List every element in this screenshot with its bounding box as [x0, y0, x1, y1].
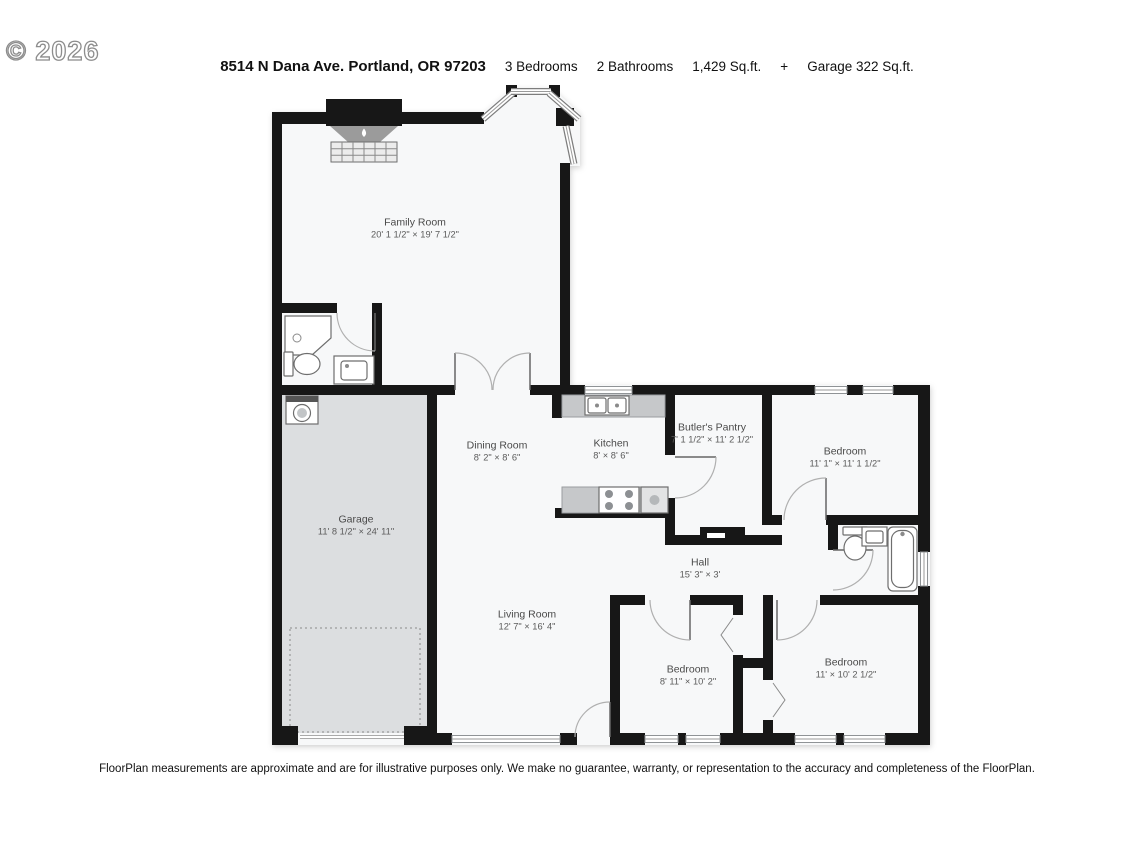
room-label-garage: Garage 11' 8 1/2" × 24' 11": [317, 513, 395, 537]
bedroom-tr-window-2: [863, 387, 893, 394]
bedroom-br-window-2: [844, 736, 885, 743]
room-label-kitchen: Kitchen 8' × 8' 6": [593, 437, 629, 461]
vanity-sink-icon: [334, 356, 374, 384]
stat-plus-sign: +: [780, 59, 789, 74]
room-label-family-room: Family Room 20' 1 1/2" × 19' 7 1/2": [371, 216, 459, 240]
bathtub-icon: [888, 527, 917, 591]
bedroom-bl-window-1: [645, 736, 678, 743]
stat-garage-sqft: Garage 322 Sq.ft.: [807, 59, 914, 74]
sink-icon: [862, 527, 887, 546]
room-label-dining-room: Dining Room 8' 2" × 8' 6": [466, 439, 528, 463]
room-label-bedroom-bottom-left: Bedroom 8' 11" × 10' 2": [659, 663, 717, 687]
kitchen-window: [585, 387, 632, 394]
bedroom-tr-window-1: [815, 387, 847, 394]
kitchen-sink-icon: [585, 396, 629, 415]
stove-icon: [599, 487, 639, 513]
stat-bedrooms: 3 Bedrooms: [504, 59, 578, 74]
washer-icon: [286, 396, 318, 424]
fireplace-icon: [326, 99, 402, 126]
right-wall-window: [921, 552, 928, 586]
stat-sqft: 1,429 Sq.ft.: [692, 59, 762, 74]
listing-address: 8514 N Dana Ave. Portland, OR 97203: [220, 58, 486, 75]
bedroom-br-window-1: [795, 736, 836, 743]
bedroom-bl-window-2: [686, 736, 720, 743]
living-room-window: [452, 736, 560, 743]
toilet-icon: [284, 352, 320, 376]
room-label-hall: Hall 15' 3" × 3': [679, 556, 721, 580]
dishwasher-icon: [641, 487, 668, 513]
stat-bathrooms: 2 Bathrooms: [596, 59, 674, 74]
copyright-watermark: © 2026: [6, 36, 100, 66]
fireplace-hearth: [330, 126, 398, 162]
room-label-bedroom-bottom-right: Bedroom 11' × 10' 2 1/2": [815, 656, 877, 680]
room-label-living-room: Living Room 12' 7" × 16' 4": [497, 608, 557, 632]
garage-floor: [282, 395, 427, 733]
disclaimer-text: FloorPlan measurements are approximate and are for illustrative purposes only. We make no guarantee, warranty, or representation to the accuracy and completeness of the FloorPlan.: [99, 763, 1035, 775]
room-label-butlers-pantry: Butler's Pantry 7' 1 1/2" × 11' 2 1/2": [670, 421, 754, 445]
room-label-bedroom-top-right: Bedroom 11' 1" × 11' 1 1/2": [809, 445, 881, 469]
